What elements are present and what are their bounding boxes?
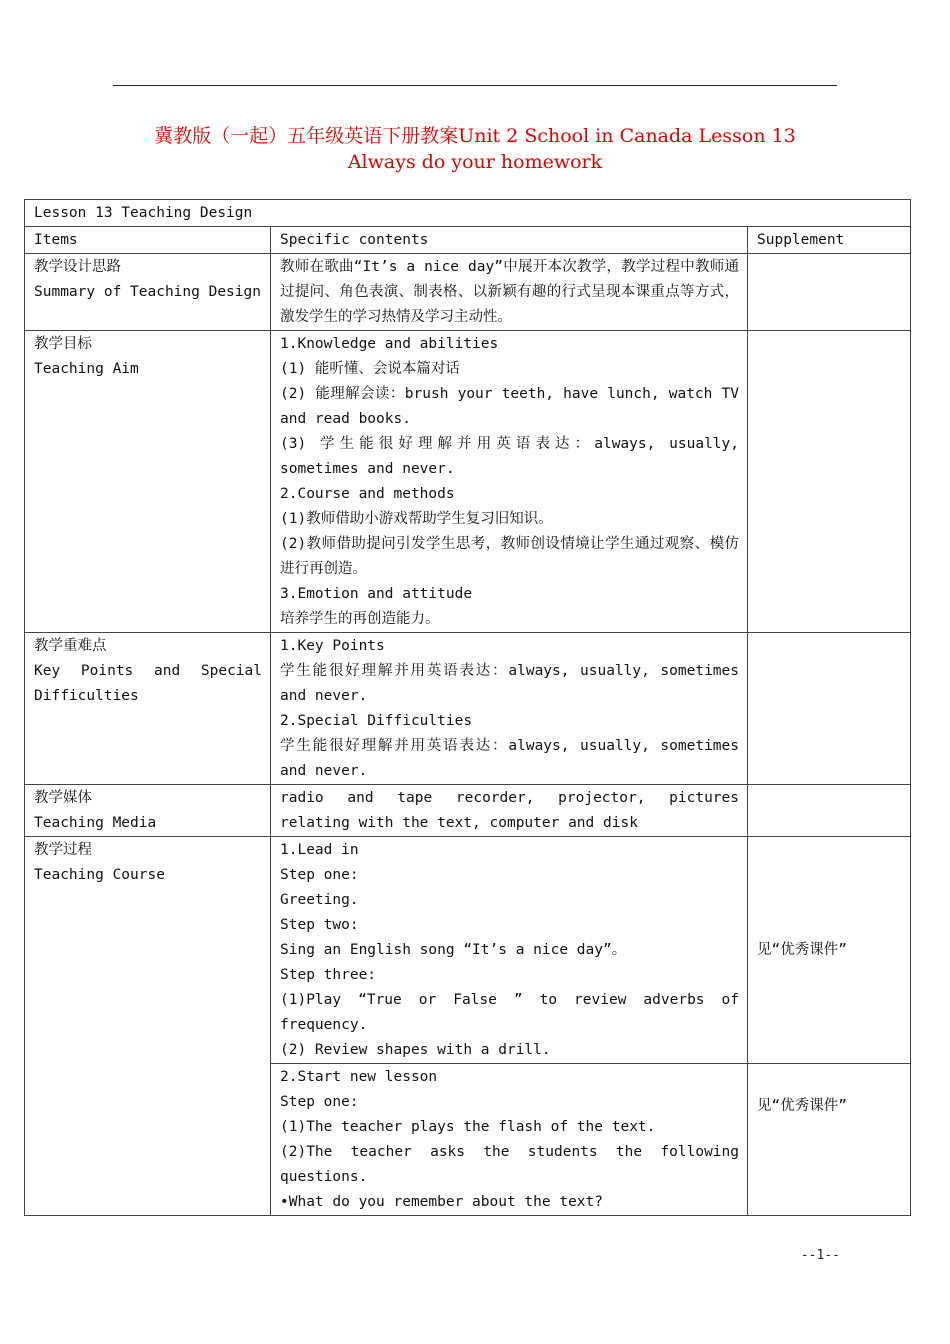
content-cell — [271, 254, 748, 331]
supplement-cell — [748, 633, 911, 785]
content-line: 学生能很好理解并用英语表达：always, usually, sometimes and never. — [280, 738, 739, 779]
item-cn: 教学设计思路 — [34, 259, 121, 275]
item-en: Teaching Media — [34, 815, 157, 831]
content-cell — [271, 1064, 748, 1216]
item-en: Teaching Course — [34, 867, 165, 883]
item-en: Teaching Aim — [34, 361, 139, 377]
content-line: Step three: — [280, 967, 377, 983]
title-line-1: 冀教版（一起）五年级英语下册教案Unit 2 School in Canada Lesson 13 — [154, 125, 796, 147]
supplement-cell — [748, 331, 911, 633]
supplement-cell: 见“优秀课件” — [748, 837, 911, 1064]
header-specific-contents: Specific contents — [271, 227, 748, 254]
content-line: (2)The teacher asks the students the following questions. — [280, 1144, 739, 1185]
item-en: Summary of Teaching Design — [34, 284, 261, 300]
content-cell — [271, 785, 748, 837]
content-line: (1) 能听懂、会说本篇对话 — [280, 361, 460, 377]
item-cn: 教学目标 — [34, 336, 92, 352]
content-line: Step two: — [280, 917, 359, 933]
header-items: Items — [25, 227, 271, 254]
content-line: 培养学生的再创造能力。 — [280, 611, 440, 627]
content-line: (3) 学生能很好理解并用英语表达：always, usually, sometimes and never. — [280, 436, 739, 477]
item-cn: 教学媒体 — [34, 790, 92, 806]
content-line: Step one: — [280, 1094, 359, 1110]
table-row — [25, 633, 911, 785]
table-caption: Lesson 13 Teaching Design — [25, 200, 911, 227]
table-row — [25, 331, 911, 633]
content-line: (1)教师借助小游戏帮助学生复习旧知识。 — [280, 511, 553, 527]
item-cell — [25, 633, 271, 785]
item-cell — [25, 837, 271, 1216]
content-line: radio and tape recorder, projector, pictures relating with the text, computer and disk — [280, 790, 739, 831]
content-line: 学生能很好理解并用英语表达：always, usually, sometimes and never. — [280, 663, 739, 704]
table-row — [25, 785, 911, 837]
document-title — [100, 123, 850, 175]
content-line: 1.Lead in — [280, 842, 359, 858]
header-rule — [113, 85, 837, 86]
content-line: 2.Course and methods — [280, 486, 455, 502]
content-line: (1)Play “True or False ” to review adverbs of frequency. — [280, 992, 739, 1033]
content-line: 2.Start new lesson — [280, 1069, 438, 1085]
content-line: 3.Emotion and attitude — [280, 586, 473, 602]
content-cell — [271, 331, 748, 633]
table-header-row — [25, 227, 911, 254]
table-row — [25, 837, 911, 1064]
content-line: Step one: — [280, 867, 359, 883]
supplement-text: 见“优秀课件” — [757, 1098, 847, 1114]
supplement-cell — [748, 1064, 911, 1216]
content-line: 2.Special Difficulties — [280, 713, 473, 729]
item-cell — [25, 785, 271, 837]
teaching-design-table — [24, 199, 911, 1216]
page-number: --1-- — [800, 1248, 840, 1263]
content-line: •What do you remember about the text? — [280, 1194, 604, 1210]
content-line: (2) Review shapes with a drill. — [280, 1042, 551, 1058]
item-cell — [25, 331, 271, 633]
item-cn: 教学重难点 — [34, 638, 107, 654]
content-cell — [271, 837, 748, 1064]
content-line: 教师在歌曲“It’s a nice day”中展开本次教学，教学过程中教师通过提问、角色表演、制表格、以新颖有趣的行式呈现本课重点等方式，激发学生的学习热情及学习主动性。 — [280, 259, 739, 325]
content-line: 1.Knowledge and abilities — [280, 336, 499, 352]
content-line: (2) 能理解会读：brush your teeth, have lunch, watch TV and read books. — [280, 386, 739, 427]
supplement-cell — [748, 785, 911, 837]
content-line: 1.Key Points — [280, 638, 385, 654]
item-en: Key Points and Special Difficulties — [34, 663, 262, 704]
header-supplement: Supplement — [748, 227, 911, 254]
content-line: Sing an English song “It’s a nice day”。 — [280, 942, 627, 958]
content-line: Greeting. — [280, 892, 359, 908]
item-cn: 教学过程 — [34, 842, 92, 858]
content-line: (2)教师借助提问引发学生思考，教师创设情境让学生通过观察、模仿进行再创造。 — [280, 536, 739, 577]
content-line: (1)The teacher plays the flash of the text. — [280, 1119, 656, 1135]
table-caption-row — [25, 200, 911, 227]
item-cell — [25, 254, 271, 331]
content-cell — [271, 633, 748, 785]
title-line-2: Always do your homework — [347, 151, 603, 173]
supplement-cell — [748, 254, 911, 331]
table-row — [25, 254, 911, 331]
